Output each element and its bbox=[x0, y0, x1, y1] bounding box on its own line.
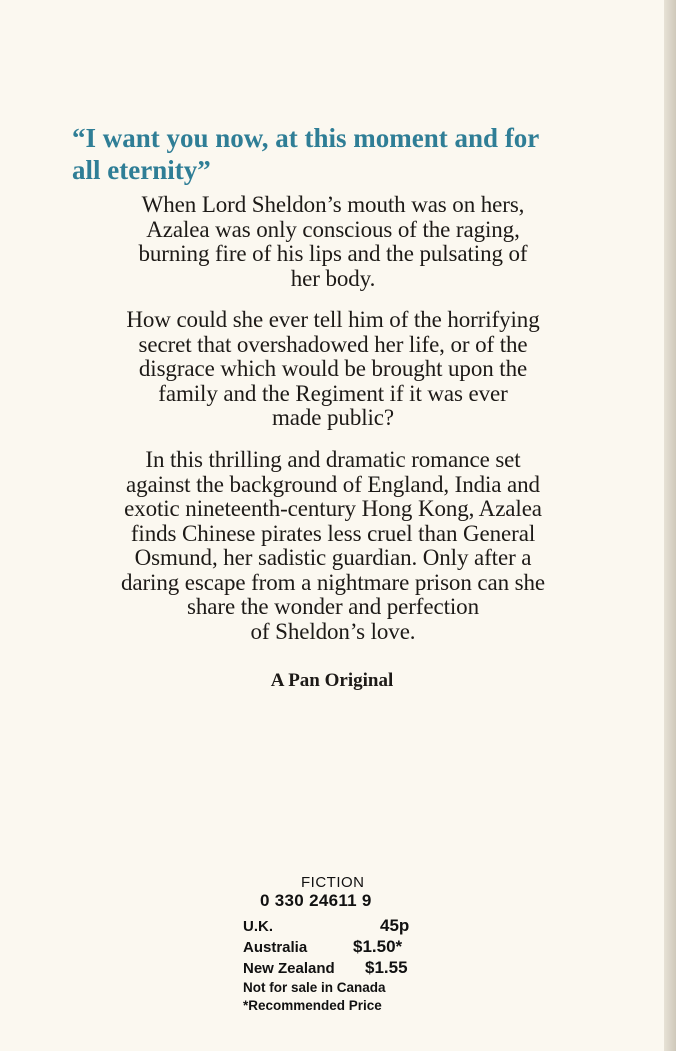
spine-edge bbox=[664, 0, 676, 1051]
price-region: New Zealand bbox=[243, 960, 335, 977]
isbn-number: 0 330 24611 9 bbox=[260, 891, 372, 910]
category-label: FICTION bbox=[301, 874, 365, 891]
canada-note: Not for sale in Canada bbox=[243, 980, 386, 995]
price-region: Australia bbox=[243, 939, 308, 956]
price-region: U.K. bbox=[243, 918, 273, 935]
blurb-paragraph-3: In this thrilling and dramatic romance set against the background of England, India and exotic nineteenth-century Hong Kong, Azalea finds Chinese pirates less cruel than General Osmund, her sadistic guardian. Only after a daring escape from a nightmare prison can she share the wonder and perfection of Sheldon’s love. bbox=[120, 447, 546, 644]
price-value: $1.55 bbox=[365, 958, 408, 977]
tagline-quote: “I want you now, at this moment and for all eternity” bbox=[72, 123, 540, 185]
blurb-paragraph-1: When Lord Sheldon’s mouth was on hers, Azalea was only conscious of the raging, burning fire of his lips and the pulsating of her body. bbox=[138, 192, 528, 291]
imprint-line: A Pan Original bbox=[270, 670, 394, 691]
blurb-paragraph-2: How could she ever tell him of the horrifying secret that overshadowed her life, or of the disgrace which would be brought upon the family and the Regiment if it was ever made public? bbox=[126, 307, 540, 430]
price-value: 45p bbox=[380, 916, 410, 935]
recommended-price-note: *Recommended Price bbox=[243, 998, 382, 1013]
price-value: $1.50* bbox=[353, 937, 403, 956]
